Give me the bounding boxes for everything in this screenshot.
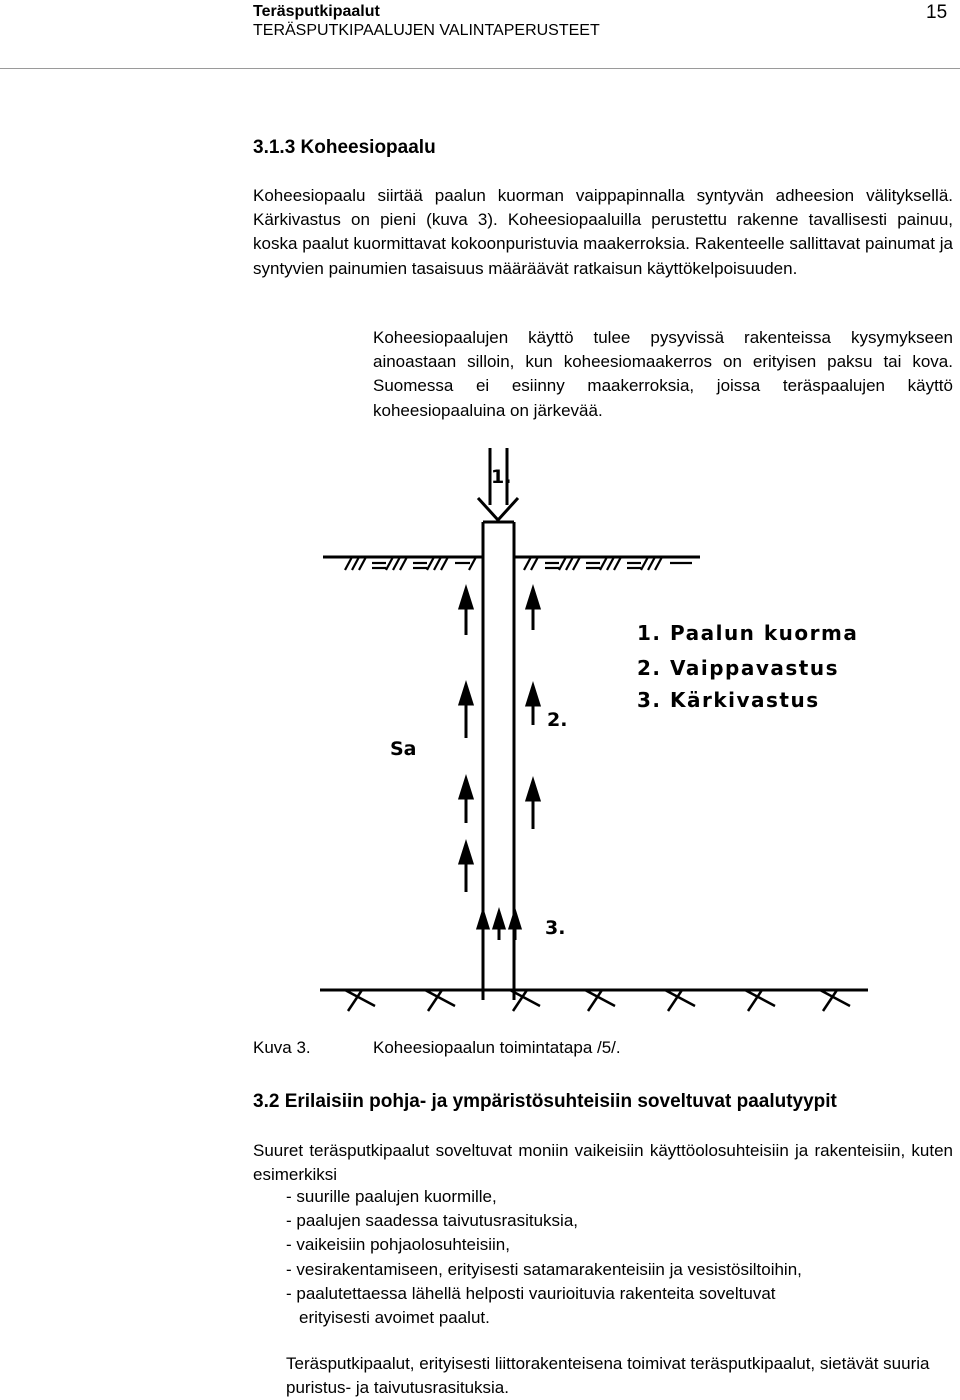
indented-paragraph: Koheesiopaalujen käyttö tulee pysyvissä rakenteissa kysymykseen ainoastaan silloin, kun koheesiomaakerros on erityisen paksu tai kova. Suomessa ei esiinny maakerroksia, joissa teräspaalujen käyttö koheesiopaaluina on järkevää. xyxy=(373,328,953,420)
figure-caption-number: Kuva 3. xyxy=(253,1038,311,1057)
load-label: 1. xyxy=(491,466,512,488)
list-item: - paalujen saadessa taivutusrasituksia, xyxy=(286,1211,578,1231)
running-header-subtitle: TERÄSPUTKIPAALUJEN VALINTAPERUSTEET xyxy=(253,22,600,39)
tip-label: 3. xyxy=(545,917,566,939)
list-item: - vaikeisiin pohjaolosuhteisiin, xyxy=(286,1235,510,1255)
body-paragraph: Suuret teräsputkipaalut soveltuvat moniin vaikeisiin käyttöolosuhteisiin ja rakenteisiin, kuten esimerkiksi xyxy=(253,1141,953,1185)
bearing-layer xyxy=(320,990,868,1011)
tip-resistance-arrows xyxy=(478,912,520,940)
running-header-title: Teräsputkipaalut xyxy=(253,3,380,20)
usage-list xyxy=(286,1185,802,1330)
section-heading-3-1-3: 3.1.3 Koheesiopaalu xyxy=(253,137,436,158)
legend-item: 2. Vaippavastus xyxy=(637,656,839,680)
list-item: - vesirakentamiseen, erityisesti satamarakenteisiin ja vesistösiltoihin, xyxy=(286,1259,802,1279)
section-heading-3-2: 3.2 Erilaisiin pohja- ja ympäristösuhteisiin soveltuvat paalutyypit xyxy=(253,1091,837,1112)
list-item-continuation: erityisesti avoimet paalut. xyxy=(299,1308,490,1328)
shaft-label: 2. xyxy=(547,709,568,731)
body-paragraph: Koheesiopaalu siirtää paalun kuorman vaippapinnalla syntyvän adheesion välityksellä. Kärkivastus on pieni (kuva 3). Koheesiopaaluilla perustettu rakenne tavallisesti painuu, koska paalut kuormittavat kokoonpuristuvia maakerroksia. Rakenteelle sallittavat painumat ja syntyvien painumien tasaisuus määräävät ratkaisun käyttökelpoisuuden. xyxy=(253,186,953,278)
closing-paragraph: Teräsputkipaalut, erityisesti liittorakenteisena toimivat teräsputkipaalut, sietävät suuria puristus- ja taivutusrasituksia. xyxy=(286,1354,930,1398)
legend-item: 1. Paalun kuorma xyxy=(637,621,859,645)
figure-caption-text: Koheesiopaalun toimintatapa /5/. xyxy=(373,1038,621,1057)
legend-item: 3. Kärkivastus xyxy=(637,688,820,712)
ground-surface xyxy=(323,557,700,570)
page-number: 15 xyxy=(926,2,948,23)
list-item: - paalutettaessa lähellä helposti vaurioituvia rakenteita soveltuvat xyxy=(286,1283,776,1303)
list-item: - suurille paalujen kuormille, xyxy=(286,1187,497,1206)
soil-label: Sa xyxy=(390,738,417,760)
shaft-resistance-arrows xyxy=(460,589,539,892)
